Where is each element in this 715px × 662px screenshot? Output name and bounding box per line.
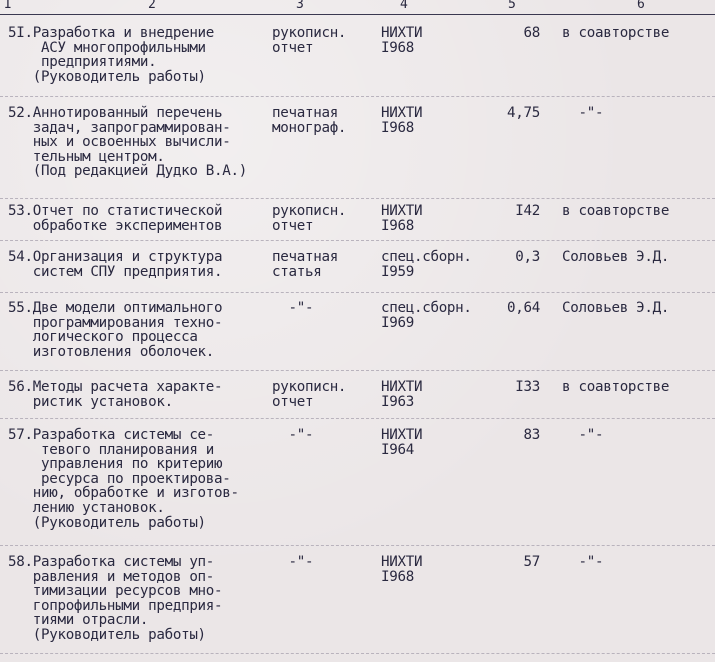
entry-coauthors: в соавторстве [562,379,670,395]
divider [0,545,715,546]
entry-volume: 0,3 [515,249,540,265]
entry-publisher: НИХТИ I963 [381,379,423,410]
divider [0,198,715,199]
entry-description: 58.Разработка системы уп- равления и методов оп- тимизации ресурсов мно- гопрофильными предприя- тиями отрасли. (Руководитель работы) [8,554,223,643]
entry-publisher: спец.сборн. I959 [381,249,472,280]
column-number: 4 [400,0,408,12]
entry-description: 55.Две модели оптимального программирования техно- логического процесса изготовления оболочек. [8,300,223,360]
entry-publisher: спец.сборн. I969 [381,300,472,331]
column-number: I [4,0,12,12]
entry-coauthors: -"- [562,105,604,121]
entry-form: печатная монограф. [272,105,347,136]
column-number: 5 [508,0,516,12]
entry-form: -"- [272,427,314,443]
entry-volume: I42 [515,203,540,219]
entry-volume: I33 [515,379,540,395]
header-rule [0,14,715,15]
column-number: 3 [296,0,304,12]
divider [0,653,715,654]
divider [0,240,715,241]
entry-form: -"- [272,554,314,570]
divider [0,292,715,293]
entry-description: 52.Аннотированный перечень задач, запрограммирован- ных и освоенных вычисли- тельным центром. (Под редакцией Дудко В.А.) [8,105,248,180]
entry-description: 56.Методы расчета характе- ристик установок. [8,379,223,410]
entry-coauthors: в соавторстве [562,25,670,41]
entry-coauthors: -"- [562,554,604,570]
column-number: 2 [148,0,156,12]
column-number: 6 [637,0,645,12]
entry-publisher: НИХТИ I968 [381,25,423,56]
divider [0,96,715,97]
entry-form: печатная статья [272,249,338,280]
entry-volume: 83 [523,427,540,443]
entry-description: 5I.Разработка и внедрение АСУ многопрофильными предприятиями. (Руководитель работы) [8,25,215,85]
entry-coauthors: Соловьев Э.Д. [562,249,670,265]
entry-coauthors: в соавторстве [562,203,670,219]
entry-publisher: НИХТИ I968 [381,203,423,234]
entry-publisher: НИХТИ I964 [381,427,423,458]
entry-coauthors: -"- [562,427,604,443]
entry-form: рукописн. отчет [272,203,347,234]
entry-volume: 57 [523,554,540,570]
entry-volume: 0,64 [507,300,540,316]
entry-coauthors: Соловьев Э.Д. [562,300,670,316]
entry-volume: 68 [523,25,540,41]
entry-publisher: НИХТИ I968 [381,554,423,585]
entry-description: 54.Организация и структура систем СПУ предприятия. [8,249,223,280]
entry-description: 53.Отчет по статистической обработке экспериментов [8,203,223,234]
entry-publisher: НИХТИ I968 [381,105,423,136]
entry-form: -"- [272,300,314,316]
entry-form: рукописн. отчет [272,25,347,56]
entry-volume: 4,75 [507,105,540,121]
divider [0,370,715,371]
entry-form: рукописн. отчет [272,379,347,410]
divider [0,418,715,419]
entry-description: 57.Разработка системы се- тевого планирования и управления по критерию ресурса по проектирова- нию, обработке и изготов- лению установок. (Руководитель работы) [8,427,239,531]
